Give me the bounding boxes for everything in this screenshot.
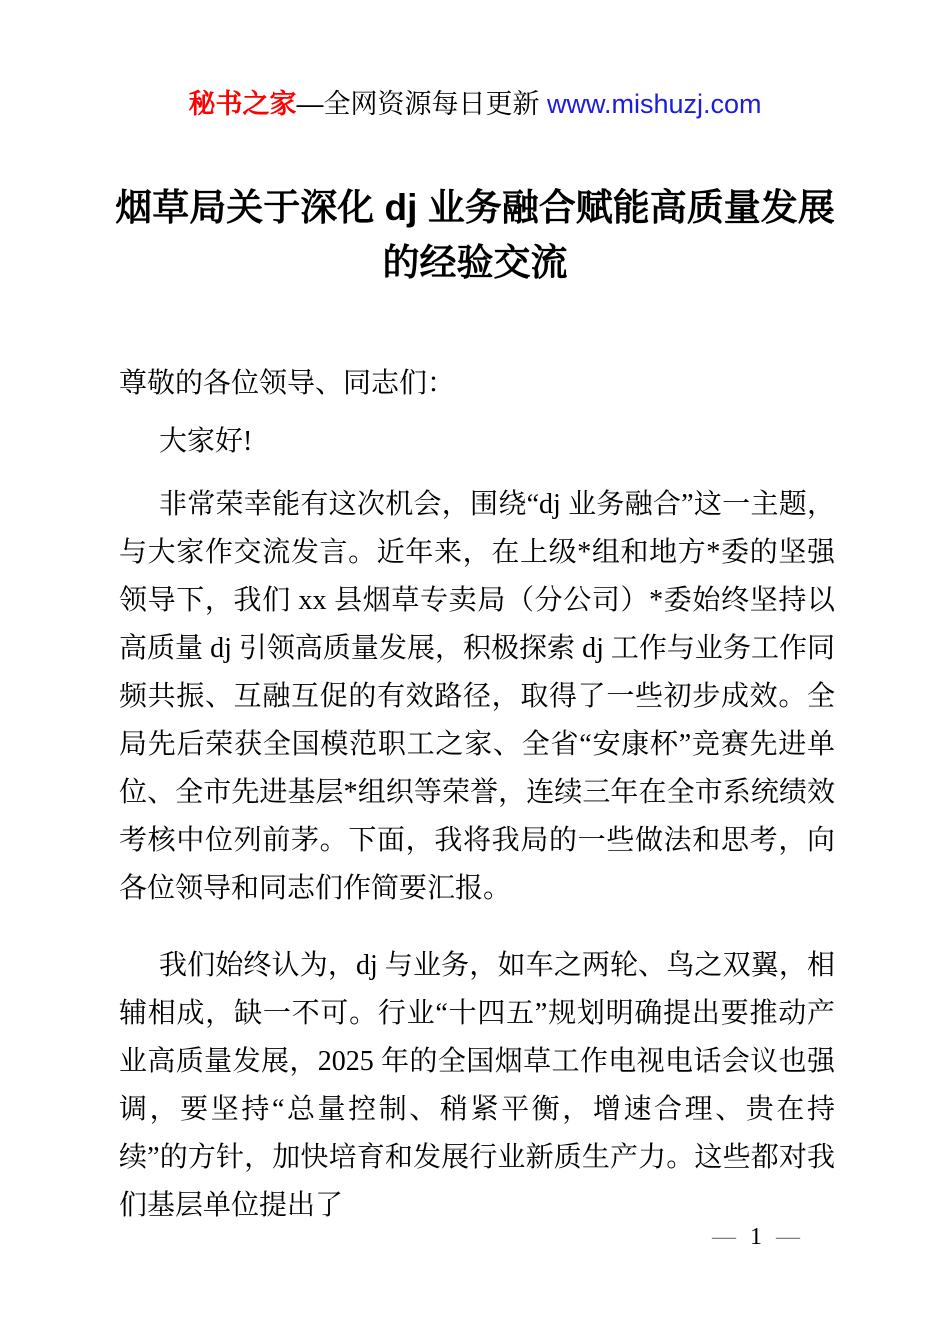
- salutation-paragraph: 尊敬的各位领导、同志们：: [119, 368, 456, 399]
- site-name: 秘书之家: [188, 89, 297, 119]
- page-number-dash-left: —: [712, 1224, 736, 1250]
- title-line-2: 的经验交流: [382, 242, 568, 283]
- site-url[interactable]: www.mishuzj.com: [546, 89, 762, 119]
- title-line-1: 烟草局关于深化 dj 业务融合赋能高质量发展: [115, 187, 835, 228]
- page-title: [70, 180, 880, 290]
- page-footer: [712, 1220, 800, 1254]
- greeting-paragraph: 大家好!: [159, 426, 253, 457]
- page-number: 1: [750, 1224, 762, 1250]
- body-paragraph-2: 我们始终认为，dj 与业务，如车之两轮、鸟之双翼，相辅相成，缺一不可。行业“十四五”规划明确提出要推动产业高质量发展，2025 年的全国烟草工作电视电话会议也强调，要坚持“总量控制、稍紧平衡，增速合理、贵在持续”的方针，加快培育和发展行业新质生产力。这些都对我们基层单位提出了: [119, 950, 835, 1221]
- page-number-dash-right: —: [776, 1224, 800, 1250]
- header-dash: —: [296, 89, 324, 119]
- header-tagline: 全网资源每日更新: [323, 89, 540, 119]
- site-header: [0, 86, 950, 122]
- header-space: [539, 89, 547, 119]
- body-paragraph-1: 非常荣幸能有这次机会，围绕“dj 业务融合”这一主题，与大家作交流发言。近年来，在上级*组和地方*委的坚强领导下，我们 xx 县烟草专卖局（分公司）*委始终坚持以高质量 dj 引领高质量发展，积极探索 dj 工作与业务工作同频共振、互融互促的有效路径，取得了一些初步成效。全局先后荣获全国模范职工之家、全省“安康杯”竞赛先进单位、全市先进基层*组织等荣誉，连续三年在全市系统绩效考核中位列前茅。下面，我将我局的一些做法和思考，向各位领导和同志们作简要汇报。: [119, 489, 835, 904]
- document-body: [119, 360, 835, 1259]
